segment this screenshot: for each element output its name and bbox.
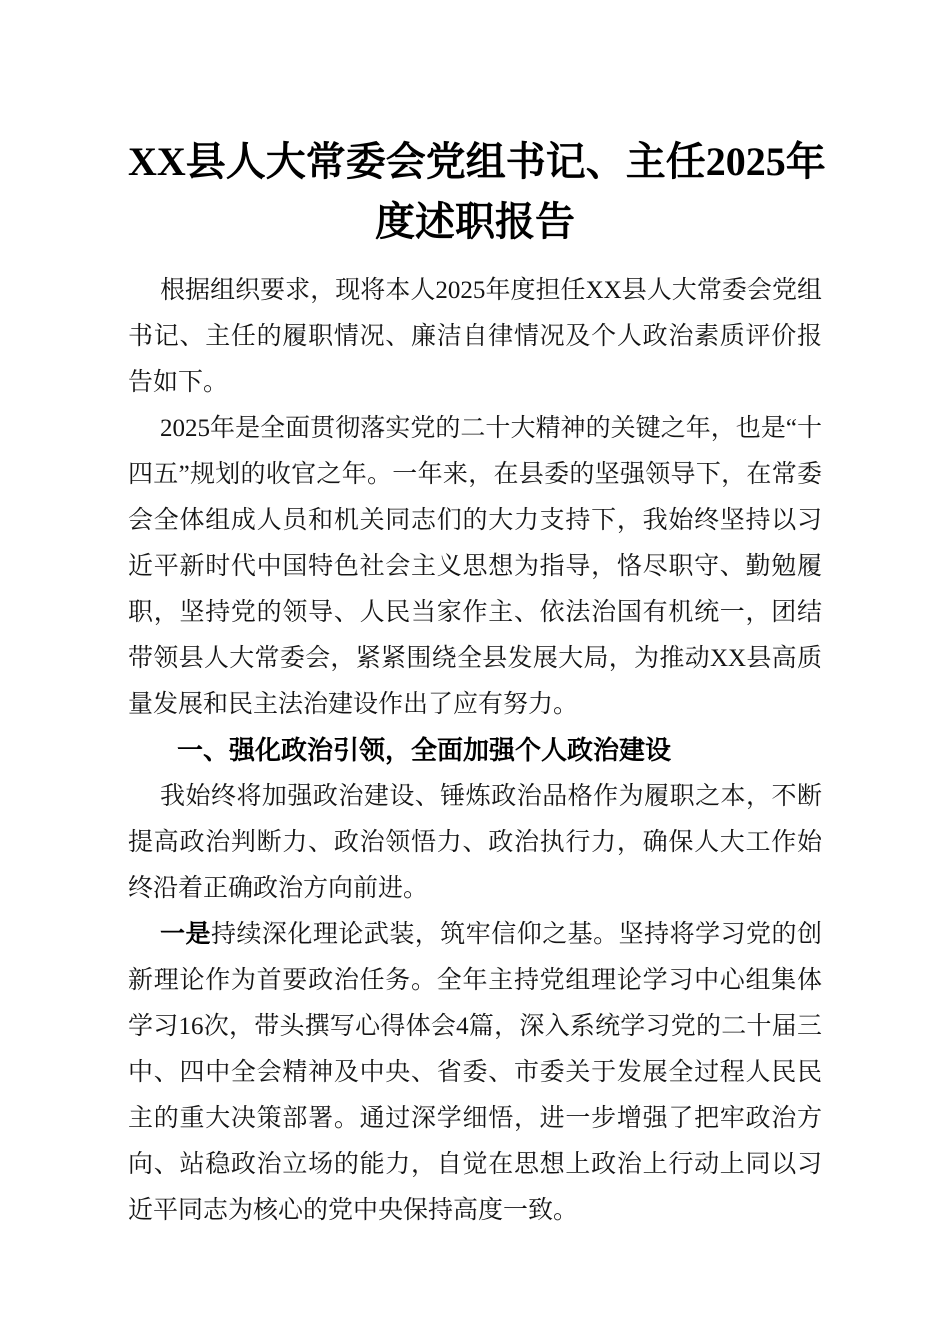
body-paragraph: 2025年是全面贯彻落实党的二十大精神的关键之年，也是“十四五”规划的收官之年。一年来，在县委的坚强领导下，在常委会全体组成人员和机关同志们的大力支持下，我始终坚持以习近平新时代中国特色社会主义思想为指导，恪尽职守、勤勉履职，坚持党的领导、人民当家作主、依法治国有机统一，团结带领县人大常委会，紧紧围绕全县发展大局，为推动XX县高质量发展和民主法治建设作出了应有努力。: [128, 415, 822, 718]
document-title-line-1: XX县人大常委会党组书记、主任2025年: [128, 139, 826, 184]
document-title-line-2: 度述职报告: [375, 199, 575, 244]
document-body: [128, 268, 822, 1234]
body-paragraph: 我始终将加强政治建设、锤炼政治品格作为履职之本，不断提高政治判断力、政治领悟力、政治执行力，确保人大工作始终沿着正确政治方向前进。: [128, 783, 822, 902]
section-heading: 一、强化政治引领，全面加强个人政治建设: [177, 736, 672, 766]
body-paragraph: 一是持续深化理论武装，筑牢信仰之基。坚持将学习党的创新理论作为首要政治任务。全年主持党组理论学习中心组集体学习16次，带头撰写心得体会4篇，深入系统学习党的二十届三中、四中全会精神及中央、省委、市委关于发展全过程人民民主的重大决策部署。通过深学细悟，进一步增强了把牢政治方向、站稳政治立场的能力，自觉在思想上政治上行动上同以习近平同志为核心的党中央保持高度一致。: [128, 921, 822, 1224]
document-title: [128, 132, 826, 252]
body-paragraph: 根据组织要求，现将本人2025年度担任XX县人大常委会党组书记、主任的履职情况、廉洁自律情况及个人政治素质评价报告如下。: [128, 277, 822, 396]
paragraph-bold-lead: 一是: [160, 921, 211, 948]
